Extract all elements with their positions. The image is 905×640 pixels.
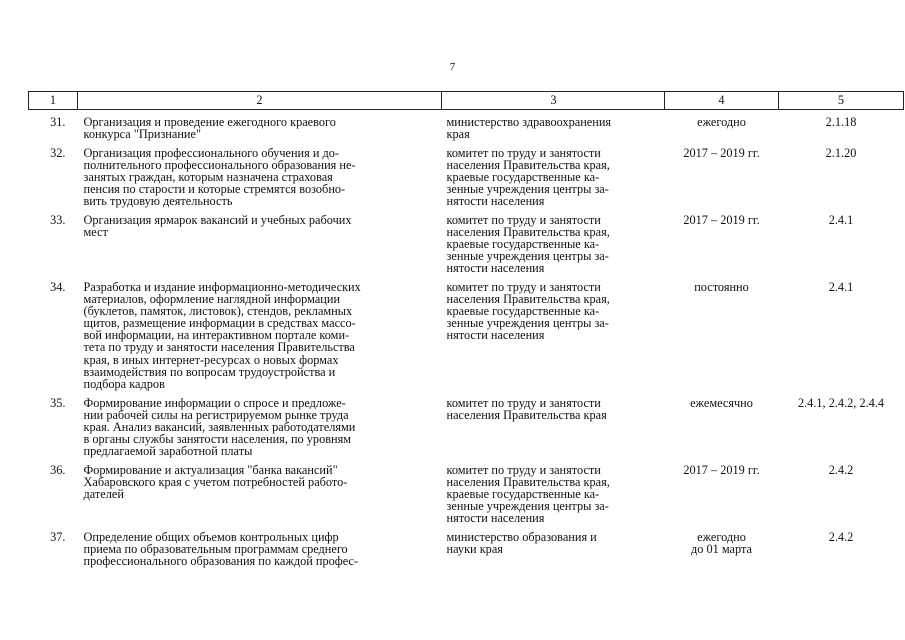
measure-name: Определение общих объемов контрольных цифр приема по образовательным программам среднего профессионального образования по каждой профес- [83, 530, 359, 569]
row-number: 37. [50, 530, 66, 544]
column-header-1: 1 [29, 92, 78, 110]
measure-name: Формирование и актуализация "банка вакансий" Хабаровского края с учетом потребностей работо- дателей [83, 463, 348, 502]
table-row [29, 458, 904, 525]
term: 2017 – 2019 гг. [683, 213, 760, 227]
measure-name: Организация и проведение ежегодного краевого конкурса "Признание" [83, 115, 336, 142]
task-reference: 2.4.1 [828, 213, 854, 227]
table-row [29, 208, 904, 275]
row-number: 31. [50, 115, 66, 129]
term: ежемесячно [690, 396, 753, 410]
executor: комитет по труду и занятости населения Правительства края, краевые государственные ка- зенные учреждения центры за- нятости населения [446, 146, 610, 209]
term: ежегодно до 01 марта [691, 530, 752, 557]
executor: комитет по труду и занятости населения Правительства края, краевые государственные ка- зенные учреждения центры за- нятости населения [446, 213, 610, 276]
table-row [29, 110, 904, 142]
task-reference: 2.1.18 [825, 115, 857, 129]
table-header-row [29, 92, 904, 110]
measure-name: Формирование информации о спросе и предложе- нии рабочей силы на регистрируемом рынке труда края. Анализ вакансий, заявленных работодателями в органы службы занятости населения, по уровням предлагаемой заработной платы [83, 396, 356, 459]
executor: министерство образования и науки края [446, 530, 597, 557]
page-number: 7 [449, 61, 456, 73]
row-number: 32. [50, 146, 66, 160]
executor: министерство здравоохранения края [446, 115, 612, 142]
task-reference: 2.4.2 [828, 463, 854, 477]
table-row [29, 141, 904, 208]
column-header-4: 4 [665, 92, 779, 110]
column-header-2: 2 [78, 92, 442, 110]
column-header-3: 3 [442, 92, 665, 110]
task-reference: 2.4.2 [828, 530, 854, 544]
term: 2017 – 2019 гг. [683, 463, 760, 477]
table-row [29, 525, 904, 573]
executor: комитет по труду и занятости населения Правительства края [446, 396, 607, 423]
executor: комитет по труду и занятости населения Правительства края, краевые государственные ка- зенные учреждения центры за- нятости населения [446, 463, 610, 526]
executor: комитет по труду и занятости населения Правительства края, краевые государственные ка- зенные учреждения центры за- нятости населения [446, 280, 610, 343]
table-row [29, 275, 904, 391]
measure-name: Организация профессионального обучения и до- полнительного профессионального образования не- занятых граждан, которым назначена страховая пенсия по старости и которые стремятся возобно- вить трудовую деятельность [83, 146, 356, 209]
task-reference: 2.4.1, 2.4.2, 2.4.4 [797, 396, 885, 410]
term: постоянно [694, 280, 749, 294]
table-row [29, 391, 904, 458]
row-number: 33. [50, 213, 66, 227]
measures-table [28, 91, 904, 573]
row-number: 34. [50, 280, 66, 294]
measure-name: Разработка и издание информационно-методических материалов, оформление наглядной информации (буклетов, памяток, листовок), стендов, рекламных щитов, размещение информации в средствах массо- вой информации, на интерактивном портале коми- тета по труду и занятости населения Правительства края, в иных интернет-ресурсах о новых формах взаимодействия по вопросам трудоустройства и подбора кадров [83, 280, 361, 391]
task-reference: 2.1.20 [825, 146, 857, 160]
term: 2017 – 2019 гг. [683, 146, 760, 160]
column-header-5: 5 [779, 92, 904, 110]
row-number: 35. [50, 396, 66, 410]
task-reference: 2.4.1 [828, 280, 854, 294]
term: ежегодно [697, 115, 746, 129]
measure-name: Организация ярмарок вакансий и учебных рабочих мест [83, 213, 352, 240]
row-number: 36. [50, 463, 66, 477]
